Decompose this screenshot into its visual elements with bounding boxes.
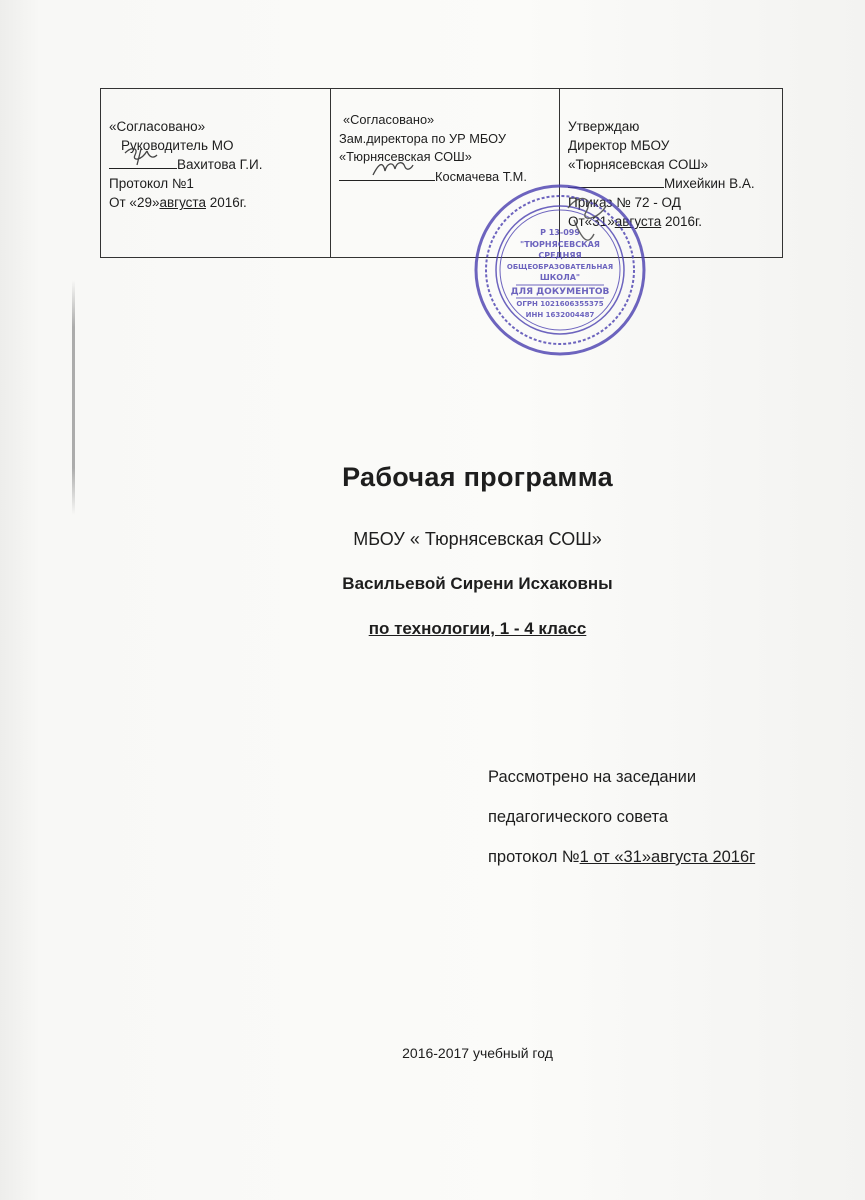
- stamp-text: ОБЩЕОБРАЗОВАТЕЛЬНАЯ: [506, 263, 614, 271]
- stamp-text: ДЛЯ ДОКУМЕНТОВ: [510, 287, 610, 297]
- approval-director-date-year: 2016г.: [661, 214, 703, 229]
- approval-mo-date-month: августа: [159, 195, 206, 210]
- stamp-text: ИНН 1632004487: [525, 311, 595, 319]
- school-seal-stamp: [470, 180, 650, 360]
- signature-line: [109, 155, 177, 169]
- approval-director-heading: Утверждаю: [568, 119, 640, 134]
- approval-deputy-role: Зам.директора по УР МБОУ: [339, 130, 506, 146]
- stamp-text: ШКОЛА": [539, 273, 581, 282]
- approval-mo-date-year: 2016г.: [205, 195, 247, 210]
- document-school: МБОУ « Тюрнясевская СОШ»: [353, 529, 602, 549]
- signature-icon: [119, 145, 159, 169]
- approval-mo-date-prefix: От «29»: [109, 195, 160, 210]
- approval-deputy-name: Космачева Т.М.: [435, 168, 527, 184]
- review-protocol-prefix: протокол №: [488, 848, 580, 866]
- document-teacher: Васильевой Сирени Исхаковны: [342, 574, 613, 593]
- signature-icon: [369, 157, 415, 181]
- approval-mo-name: Вахитова Г.И.: [177, 157, 263, 172]
- approval-director-role: Директор МБОУ: [568, 138, 670, 153]
- approval-director-order: Приказ № 72 - ОД: [568, 195, 681, 210]
- document-title: Рабочая программа: [342, 462, 613, 492]
- document-subject: по технологии, 1 - 4 класс: [368, 619, 587, 638]
- stamp-text: Р 13-099: [540, 228, 580, 237]
- approval-mo-heading: «Согласовано»: [109, 119, 206, 134]
- approval-mo-role: Руководитель МО: [121, 138, 234, 153]
- approval-director-name: Михейкин В.А.: [664, 176, 755, 191]
- review-block: [488, 757, 755, 877]
- approval-deputy-school: «Тюрнясевская СОШ»: [339, 149, 472, 164]
- review-protocol-number: 1 от «31»августа 2016г: [579, 848, 756, 866]
- approval-mo-protocol: Протокол №1: [109, 176, 194, 191]
- academic-year: 2016-2017 учебный год: [402, 1045, 553, 1061]
- review-line-2: педагогического совета: [488, 808, 669, 826]
- stamp-text: СРЕДНЯЯ: [538, 251, 582, 260]
- stamp-text: ОГРН 1021606355375: [516, 300, 604, 308]
- review-line-1: Рассмотрено на заседании: [488, 768, 697, 786]
- signature-line: [339, 167, 435, 181]
- approval-table: [100, 88, 783, 258]
- stamp-text: "ТЮРНЯСЕВСКАЯ: [520, 240, 600, 249]
- approval-deputy-heading: «Согласовано»: [343, 112, 435, 127]
- approval-director-school: «Тюрнясевская СОШ»: [568, 157, 709, 172]
- approval-director-date-month: августа: [614, 214, 662, 229]
- approval-director-date-prefix: От«31»: [568, 214, 615, 229]
- approval-cell-mo: [101, 89, 331, 258]
